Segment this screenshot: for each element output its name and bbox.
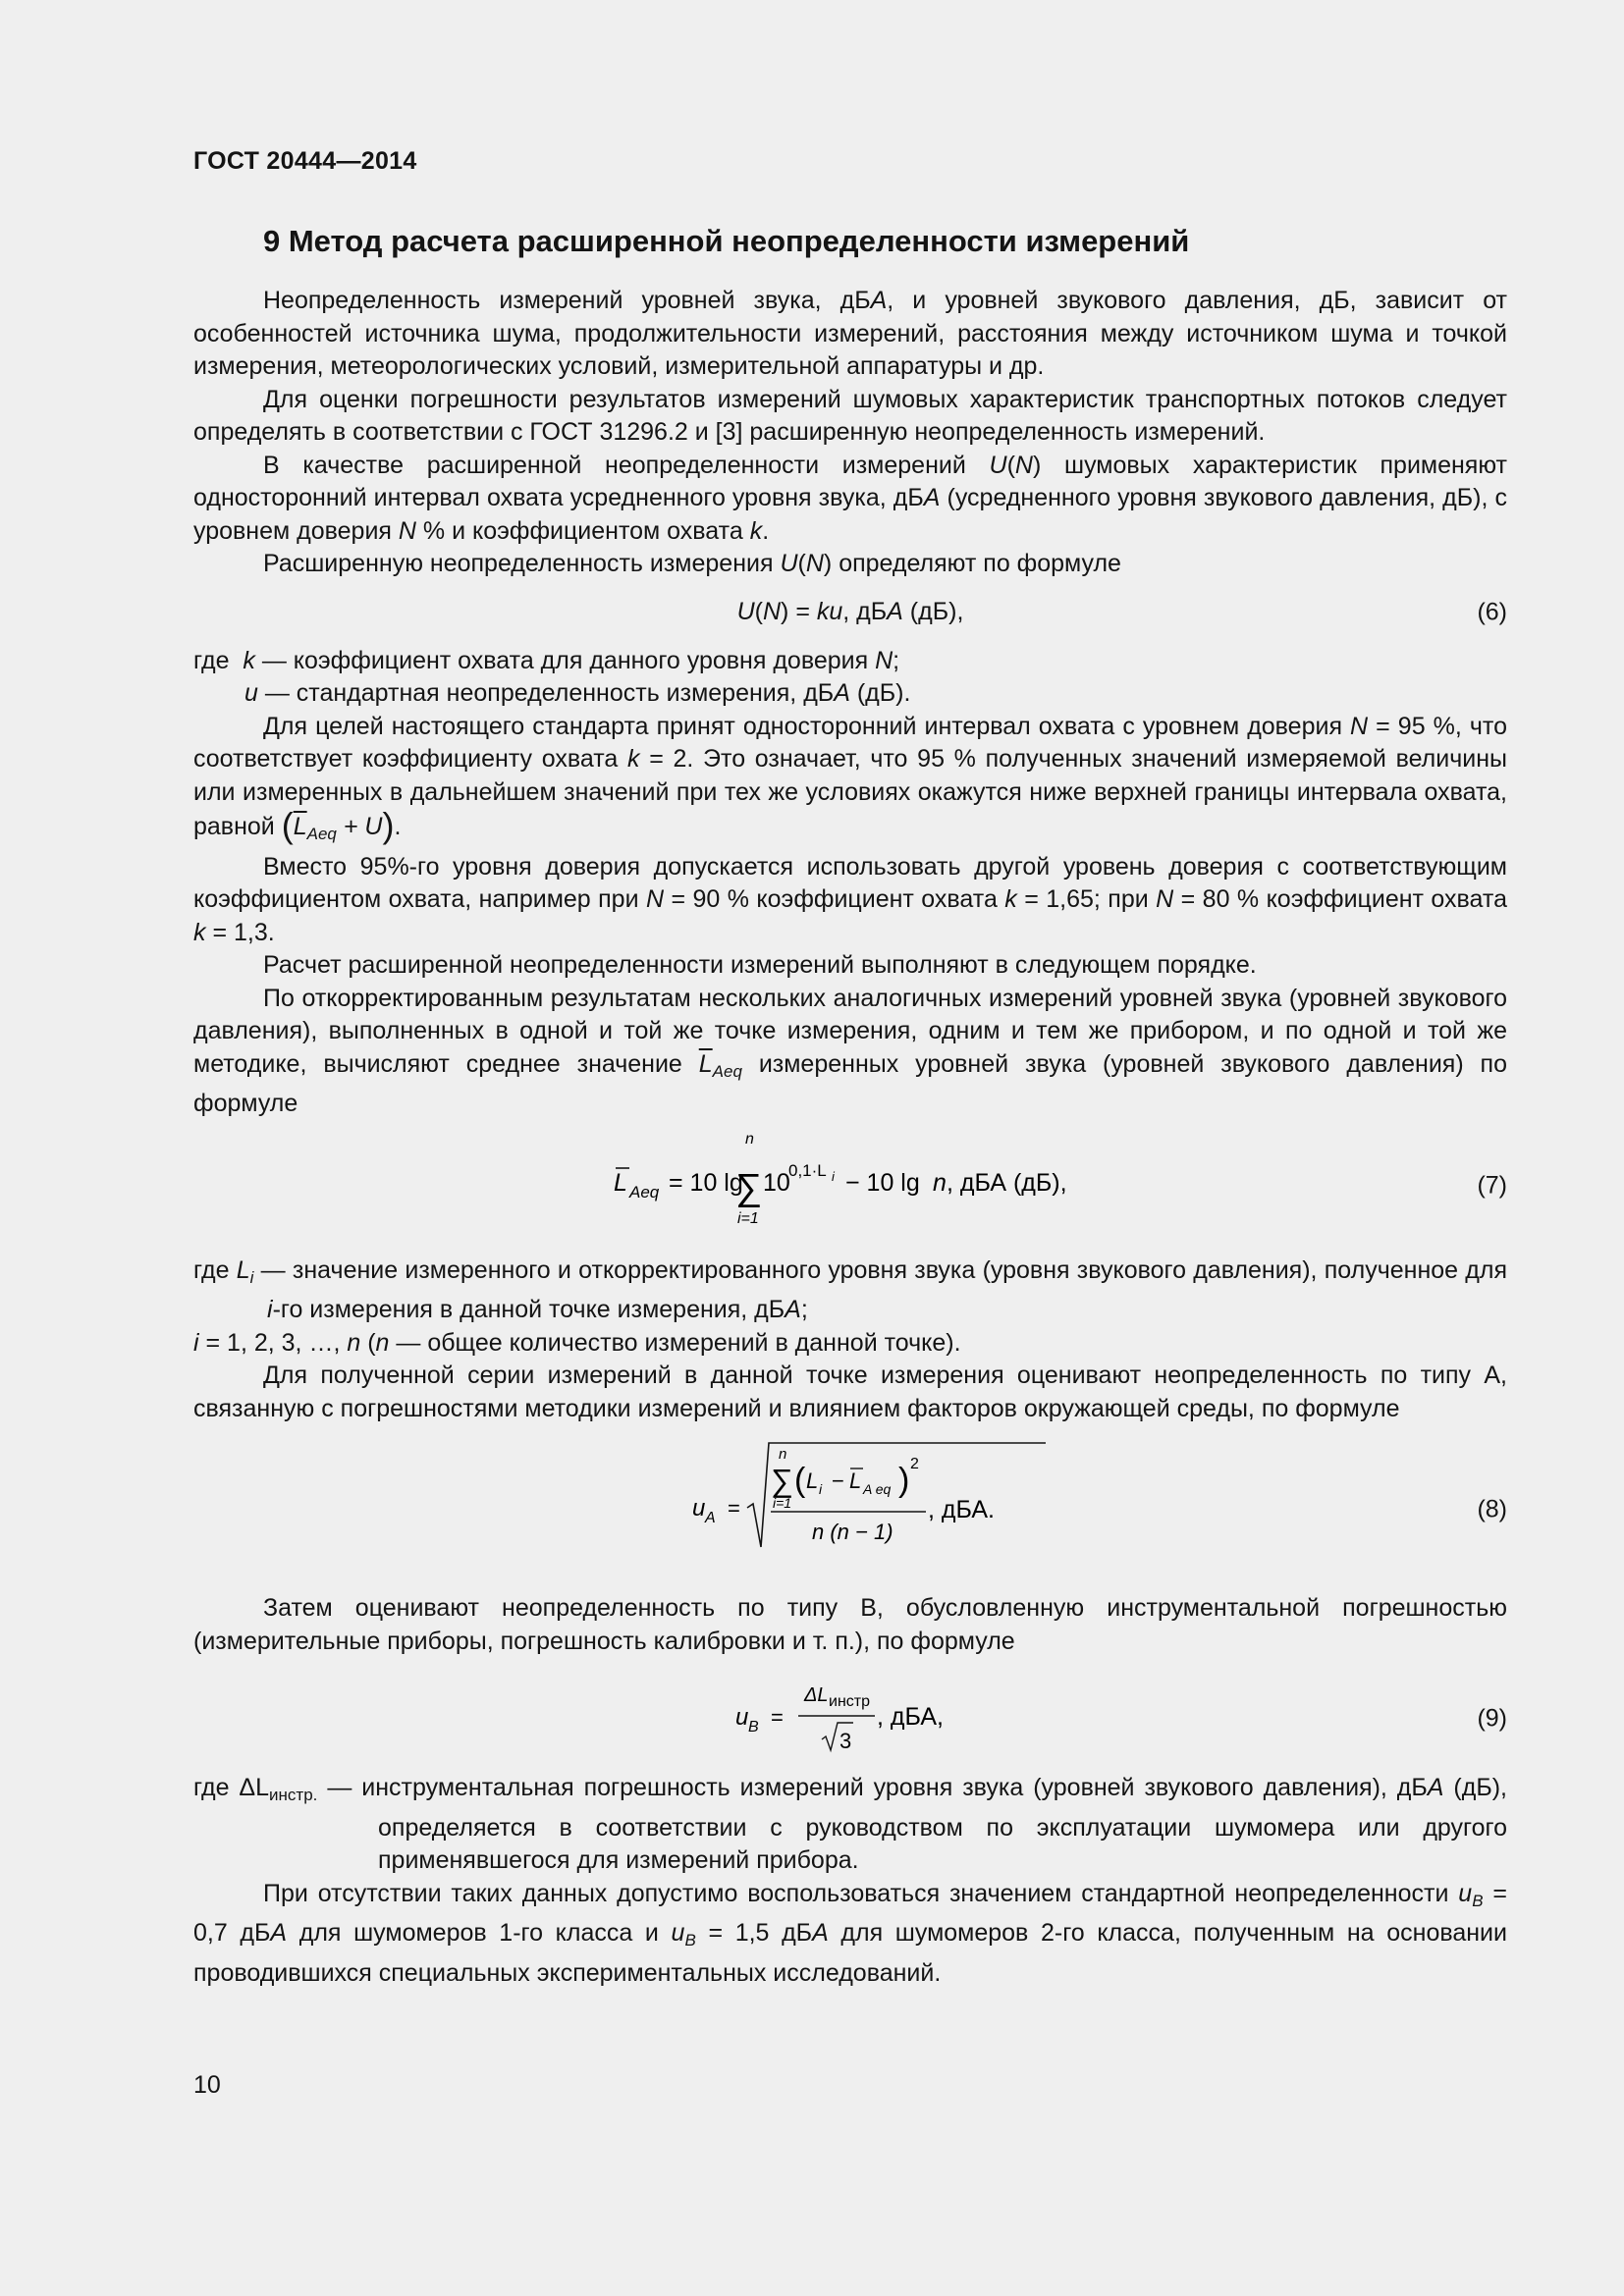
paragraph-4: Расширенную неопределенность измерения U(N) определяют по формуле [263, 550, 1121, 577]
paragraph-7: Расчет расширенной неопределенности измерений выполняют в следующем порядке. [263, 951, 1257, 979]
f7-lhs-sub: Aeq [629, 1182, 660, 1201]
f8-sum-top: n [779, 1446, 787, 1463]
f8-num-LA: L [849, 1468, 862, 1493]
f8-lhs: u [692, 1495, 706, 1522]
f8-eq: = [728, 1496, 740, 1521]
f8-sigma: ∑ [771, 1463, 793, 1498]
f8-rparen: ) [898, 1462, 910, 1499]
formula-8-number: (8) [1477, 1495, 1507, 1523]
paragraph-2: Для оценки погрешности результатов измерений шумовых характеристик транспортных потоков следует определять в соответствии с ГОСТ 31296.2 и [3] расширенную неопределенность измерений. [193, 385, 1507, 446]
section-title: 9 Метод расчета расширенной неопределенности измерений [263, 224, 1190, 258]
document-body [193, 285, 1507, 1990]
f7-exp-sub: i [832, 1168, 835, 1184]
f8-lhs-sub: A [705, 1510, 716, 1526]
f8-den: n (n − 1) [812, 1520, 893, 1544]
f8-num-i: i [819, 1481, 823, 1497]
upper-bound-expression: ( [281, 805, 294, 845]
f7-lhs: L [614, 1168, 627, 1197]
f8-lparen: ( [794, 1462, 806, 1499]
paragraph-9: Для полученной серии измерений в данной точке измерения оценивают неопределенность по типу А, связанную с погрешностями методики измерений и влиянием факторов окружающей среды, по формуле [193, 1362, 1507, 1422]
page-number: 10 [193, 2071, 221, 2099]
where-Li: где $L_i$ — значение измеренного и откорректированного уровня звука (уровня звукового давления), полученное для i-го измерения в данной точке измерения, дБА; [193, 1255, 1508, 1323]
formula-7-graphic [614, 1125, 1124, 1233]
f7-tail-n: n [933, 1168, 947, 1197]
formula-6 [193, 596, 1507, 629]
f8-sum-bot: i=1 [773, 1495, 792, 1511]
f9-unit: , дБА, [877, 1703, 944, 1731]
f8-num-LA-sub: A eq [863, 1481, 892, 1497]
where-u: u — стандартная неопределенность измерения, дБА (дБ). [244, 679, 911, 707]
formula-6-expression: U(N) = ku, дБА (дБ), [736, 597, 964, 625]
f7-sigma: ∑ [735, 1166, 763, 1208]
where-k: где k — коэффициент охвата для данного уровня доверия N; [193, 646, 900, 674]
f7-tail: − 10 lg [845, 1168, 920, 1197]
f9-den: 3 [839, 1729, 852, 1753]
f9-lhs: u [735, 1704, 749, 1731]
formula-6-number: (6) [1477, 597, 1507, 625]
formula-9 [193, 1668, 1507, 1758]
paragraph-11: При отсутствии таких данных допустимо воспользоваться значением стандартной неопределенности $u_B = 0,7$ дБА для шумомеров 1-го класса и $u_B = 1,5$ дБА для шумомеров 2-го класса, полученным на основании проводившихся специальных экспериментальных исследований. [193, 1879, 1507, 1987]
paragraph-5: Для целей настоящего стандарта принят односторонний интервал охвата с уровнем доверия N = 95 %, что соответствует коэффициенту охвата k = 2. Это означает, что 95 % полученных значений измеряемой величины или измеренных в дальнейшем значений при тех же условиях окажутся ниже верхней границы интервала охвата, равной $(\overline{L}_{Aeq} + U)$. [193, 712, 1507, 845]
f8-num-pow: 2 [910, 1456, 919, 1472]
formula-9-number: (9) [1477, 1704, 1507, 1733]
paragraph-6: Вместо 95%-го уровня доверия допускается использовать другой уровень доверия с соответствующим коэффициентом охвата, например при N = 90 % коэффициент охвата k = 1,65; при N = 80 % коэффициент охвата k = 1,3. [193, 852, 1507, 946]
formula-8 [193, 1437, 1507, 1565]
formula-7-number: (7) [1477, 1170, 1507, 1199]
f7-base: 10 [763, 1168, 790, 1197]
paragraph-1: Неопределенность измерений уровней звука, дБА, и уровней звукового давления, дБ, зависит от особенностей источника шума, продолжительности измерений, расстояния между источником шума и точкой измерения, метеорологических условий, измерительной аппаратуры и др. [193, 287, 1507, 380]
f9-num-sub: инстр [829, 1693, 870, 1710]
formula-8-graphic [692, 1437, 1046, 1565]
paragraph-8: По откорректированным результатам нескольких аналогичных измерений уровней звука (уровней звукового давления), выполненных в одной и той же точке измерения, одним и тем же прибором, и по одной и той же методике, вычисляют среднее значение $\overline{L}_{Aeq}$ измеренных уровней звука (уровней звукового давления) по формуле [193, 984, 1508, 1117]
document-header: ГОСТ 20444—2014 [193, 147, 417, 175]
f9-num: ΔL [804, 1684, 829, 1706]
f7-sum-bot: i=1 [737, 1209, 759, 1227]
f9-lhs-sub: B [748, 1719, 759, 1735]
formula-7 [193, 1125, 1507, 1233]
f9-eq: = [771, 1705, 784, 1730]
f8-num-L: L [806, 1468, 819, 1493]
f8-num-minus: − [832, 1468, 844, 1493]
formula-9-graphic [735, 1668, 991, 1758]
where-dL: где $\Delta L_{инстр.}$ — инструментальная погрешность измерений уровня звука (уровней звукового давления), дБА (дБ), определяется в соответствии с руководством по эксплуатации шумомера или другого применявшегося для измерений прибора. [193, 1774, 1507, 1874]
f7-eq: = 10 lg [669, 1168, 743, 1197]
f7-sum-top: n [745, 1130, 754, 1148]
paragraph-10: Затем оценивают неопределенность по типу В, обусловленную инструментальной погрешностью (измерительные приборы, погрешность калибровки и т. п.), по формуле [193, 1594, 1507, 1655]
f7-unit: , дБА (дБ), [947, 1168, 1067, 1197]
where-i: i = 1, 2, 3, …, n (n — общее количество измерений в данной точке). [193, 1328, 961, 1357]
f8-unit: , дБА. [928, 1496, 995, 1523]
f7-exp: 0,1·L [788, 1160, 827, 1180]
paragraph-3: В качестве расширенной неопределенности измерений U(N) шумовых характеристик применяют односторонний интервал охвата усредненного уровня звука, дБА (усредненного уровня звукового давления, дБ), с уровнем доверия N % и коэффициентом охвата k. [193, 451, 1507, 545]
